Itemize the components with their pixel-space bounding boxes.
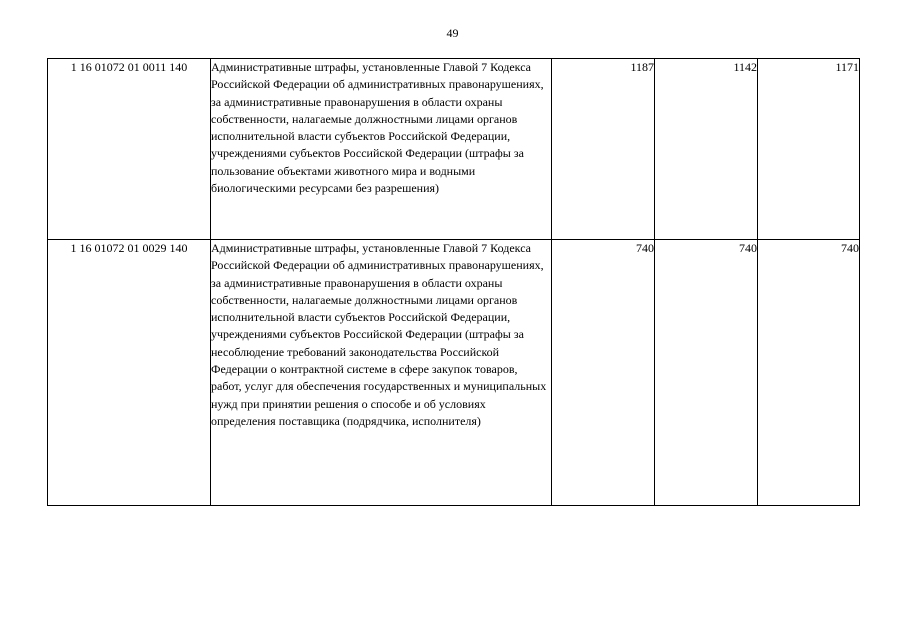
value-cell-year-3: 740 [758,240,860,506]
value-cell-year-2: 1142 [655,59,758,240]
table-row [48,240,860,506]
budget-code-cell: 1 16 01072 01 0029 140 [48,240,211,506]
revenue-description-cell: Административные штрафы, установленные Главой 7 Кодекса Российской Федерации об административных правонарушениях, за административные правонарушения в области охраны собственности, налагаемые должностными лицами органов исполнительной власти субъектов Российской Федерации, учреждениями субъектов Российской Федерации (штрафы за пользование объектами животного мира и водными биологическими ресурсами без разрешения) [211,59,552,240]
budget-code-cell: 1 16 01072 01 0011 140 [48,59,211,240]
budget-table [47,58,860,506]
value-cell-year-1: 1187 [552,59,655,240]
page-number: 49 [446,26,459,40]
value-cell-year-1: 740 [552,240,655,506]
value-cell-year-3: 1171 [758,59,860,240]
value-cell-year-2: 740 [655,240,758,506]
revenue-description-cell: Административные штрафы, установленные Главой 7 Кодекса Российской Федерации об административных правонарушениях, за административные правонарушения в области охраны собственности, налагаемые должностными лицами органов исполнительной власти субъектов Российской Федерации, учреждениями субъектов Российской Федерации (штрафы за несоблюдение требований законодательства Российской Федерации о контрактной системе в сфере закупок товаров, работ, услуг для обеспечения государственных и муниципальных нужд при принятии решения о способе и об условиях определения поставщика (подрядчика, исполнителя) [211,240,552,506]
table-row [48,59,860,240]
